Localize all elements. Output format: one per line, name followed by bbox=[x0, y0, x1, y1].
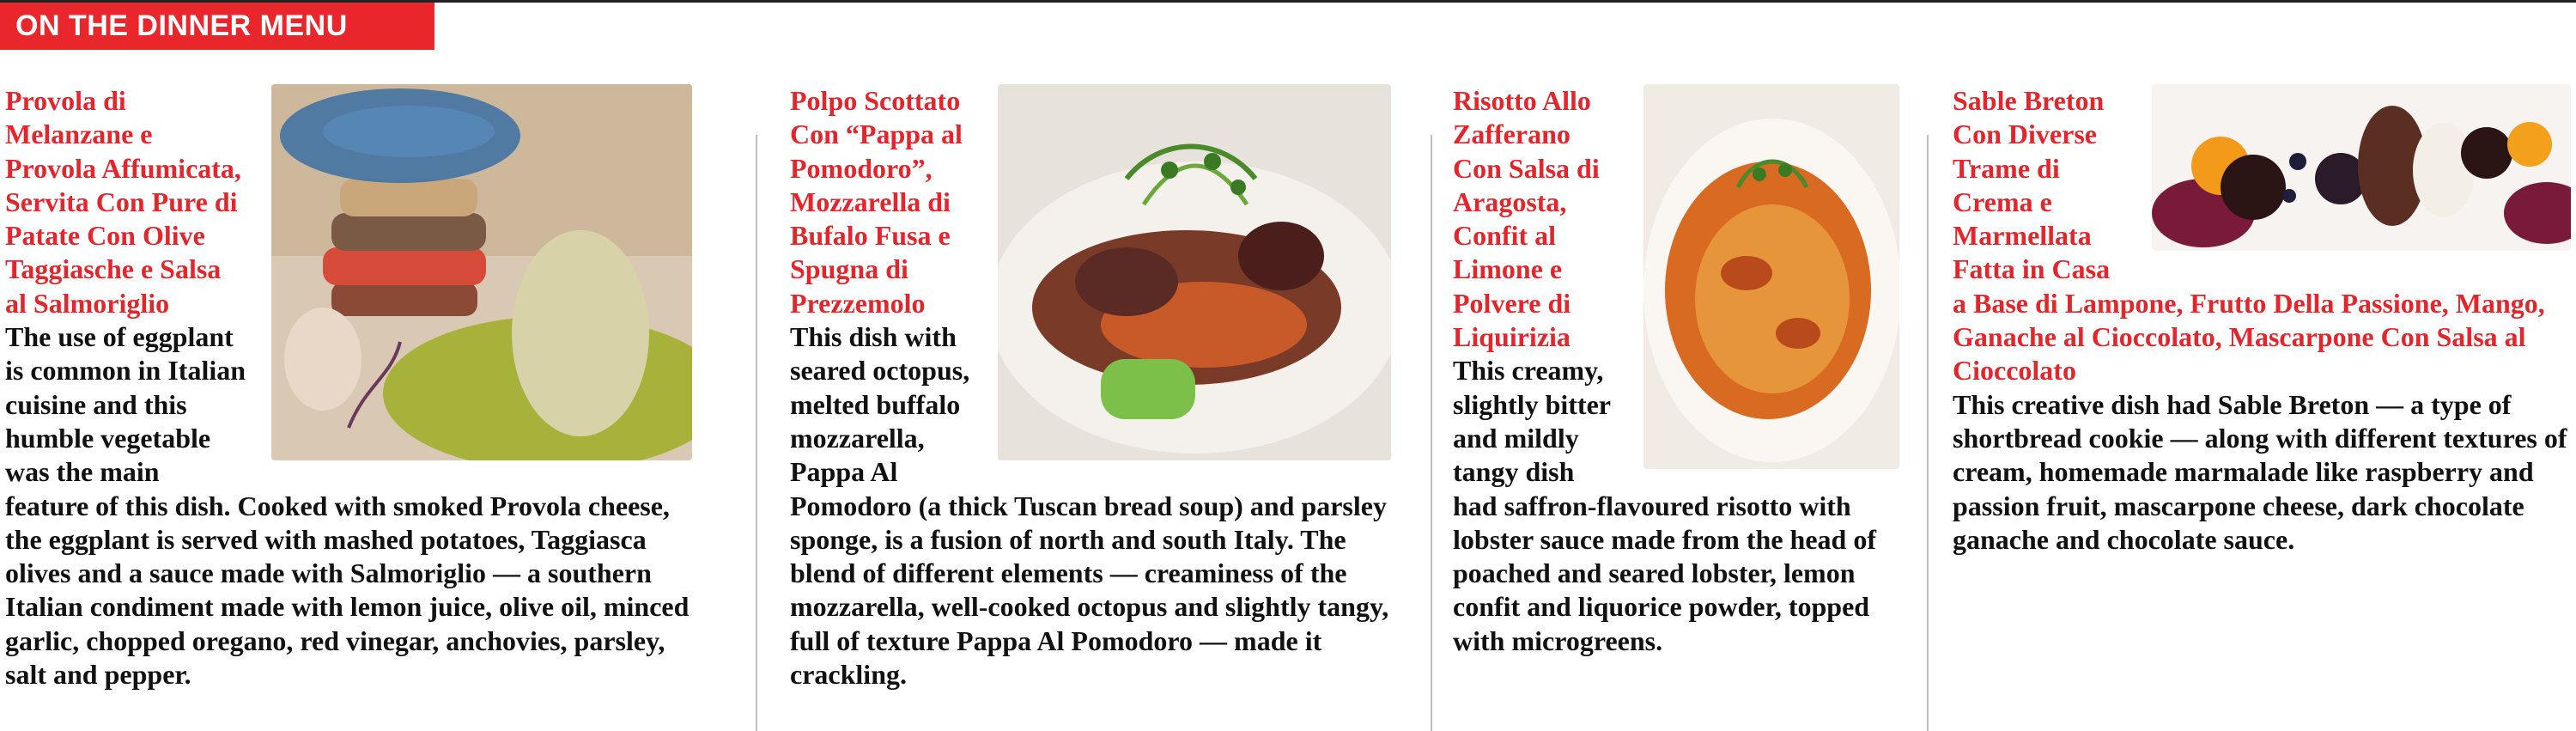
dish-text-1 bbox=[5, 84, 692, 691]
column-divider-2 bbox=[1431, 135, 1432, 731]
section-heading: ON THE DINNER MENU bbox=[15, 9, 348, 42]
dish-column-4 bbox=[1953, 84, 2571, 730]
dish-column-3 bbox=[1453, 84, 1923, 730]
dish-text-3 bbox=[1453, 84, 1899, 658]
dish-column-2 bbox=[790, 84, 1391, 730]
dish-photo-risotto bbox=[1643, 84, 1899, 469]
dish-name-4: Sable Breton Con Diverse Trame di Crema e Marmellata Fatta in Casa a Base di Lampone, Frutto Della Passione, Mango, Ganache al Cioccolato, Mascarpone Con Salsa al Cioccolato bbox=[1953, 85, 2545, 387]
dish-description-3: This creamy, slightly bitter and mildly tangy dish had saffron-flavoured risotto with lobster sauce made from the head of poached and seared lobster, lemon confit and liquorice powder, topped with microgreens. bbox=[1453, 355, 1876, 656]
dish-photo-eggplant bbox=[271, 84, 692, 460]
dish-description-1: The use of eggplant is common in Italian cuisine and this humble vegetable was the main feature of this dish. Cooked with smoked Provola cheese, the eggplant is served with mashed potatoes, Taggiasca olives and a sauce made with Salmoriglio — a southern Italian condiment made with lemon juice, olive oil, minced garlic, chopped oregano, red vinegar, anchovies, parsley, salt and pepper. bbox=[5, 321, 690, 691]
section-banner bbox=[0, 3, 434, 50]
dish-column-1 bbox=[5, 84, 692, 730]
column-divider-1 bbox=[756, 135, 757, 731]
dish-name-3: Risotto Allo Zafferano Con Salsa di Aragosta, Confit al Limone e Polvere di Liquirizia bbox=[1453, 85, 1600, 353]
dish-text-4 bbox=[1953, 84, 2571, 557]
dish-description-2: This dish with seared octopus, melted buffalo mozzarella, Pappa Al Pomodoro (a thick Tuscan bread soup) and parsley sponge, is a fusion of north and south Italy. The blend of different elements — creaminess of the mozzarella, well-cooked octopus and slightly tangy, full of texture Pappa Al Pomodoro — made it crackling. bbox=[790, 321, 1389, 691]
dish-photo-sable-breton bbox=[2152, 84, 2571, 251]
dish-name-1: Provola di Melanzane e Provola Affumicata, Servita Con Pure di Patate Con Olive Taggiasche e Salsa al Salmoriglio bbox=[5, 85, 241, 319]
dish-name-2: Polpo Scottato Con “Pappa al Pomodoro”, Mozzarella di Bufalo Fusa e Spugna di Prezzemolo bbox=[790, 85, 963, 319]
column-divider-3 bbox=[1927, 135, 1929, 731]
dish-description-4: This creative dish had Sable Breton — a type of shortbread cookie — along with different textures of cream, homemade marmalade like raspberry and passion fruit, mascarpone cheese, dark chocolate ganache and chocolate sauce. bbox=[1953, 388, 2567, 555]
dish-text-2 bbox=[790, 84, 1391, 691]
dish-photo-octopus bbox=[998, 84, 1391, 460]
